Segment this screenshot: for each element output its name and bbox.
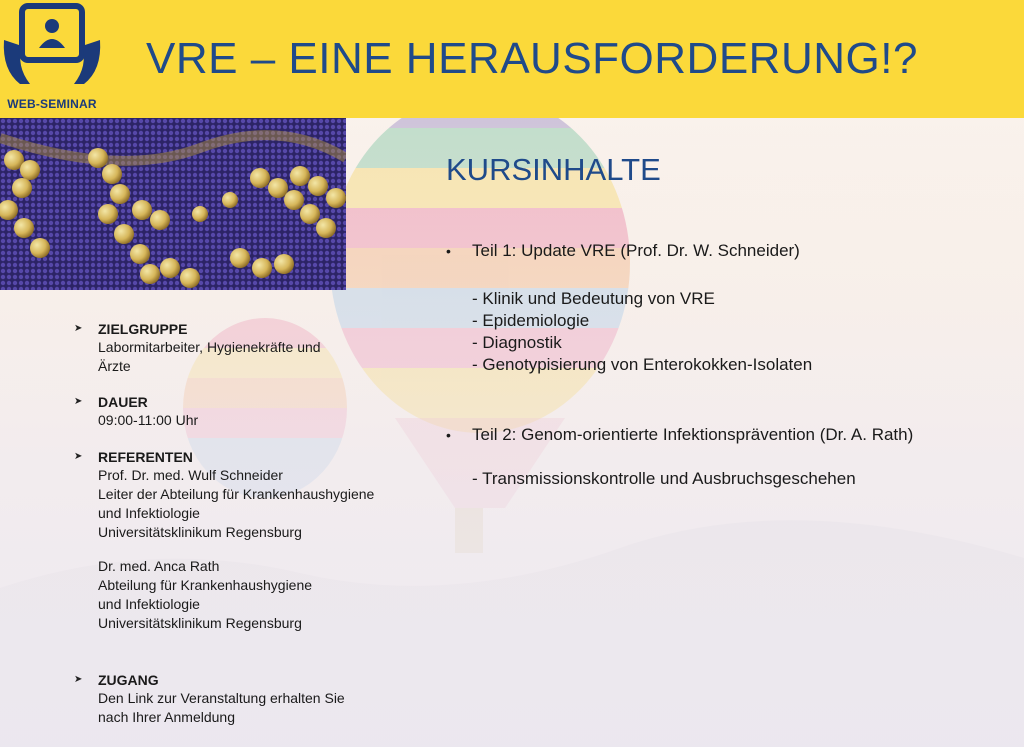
header-bar <box>0 0 1024 118</box>
section-zielgruppe <box>74 320 434 376</box>
section-line: Universitätsklinikum Regensburg <box>98 615 302 631</box>
list-item: - Klinik und Bedeutung von VRE <box>472 289 715 308</box>
section-line: und Infektiologie <box>98 596 200 612</box>
section-line: Labormitarbeiter, Hygienekräfte und <box>98 339 321 355</box>
page-title: VRE – EINE HERAUSFORDERUNG!? <box>146 34 918 83</box>
section-heading: DAUER <box>98 394 148 410</box>
section-referenten <box>74 448 434 633</box>
part-2-title-text: Teil 2: Genom-orientierte Infektionsprävention (Dr. A. Rath) <box>472 425 914 444</box>
section-line: Den Link zur Veranstaltung erhalten Sie <box>98 690 345 706</box>
section-line: 09:00-11:00 Uhr <box>98 412 199 428</box>
section-zugang <box>74 671 434 727</box>
section-line: Prof. Dr. med. Wulf Schneider <box>98 467 283 483</box>
section-line <box>98 542 434 557</box>
section-line: und Infektiologie <box>98 505 200 521</box>
bacteria-image <box>0 118 346 290</box>
part-1-title <box>446 240 1016 262</box>
section-line: nach Ihrer Anmeldung <box>98 709 235 725</box>
section-line: Ärzte <box>98 358 131 374</box>
arrow-bullet-icon: ➤ <box>74 451 83 462</box>
list-item: - Genotypisierung von Enterokokken-Isolaten <box>472 355 813 374</box>
list-item: - Transmissionskontrolle und Ausbruchsgeschehen <box>472 469 856 488</box>
section-line: Dr. med. Anca Rath <box>98 558 220 574</box>
section-dauer <box>74 393 434 430</box>
section-line: Universitätsklinikum Regensburg <box>98 524 302 540</box>
section-line: Leiter der Abteilung für Krankenhaushygiene <box>98 486 375 502</box>
list-item: - Diagnostik <box>472 333 562 352</box>
section-heading: ZUGANG <box>98 672 159 688</box>
part-1-title-text: Teil 1: Update VRE (Prof. Dr. W. Schneider) <box>472 241 800 260</box>
info-column <box>74 320 434 727</box>
bullet-dot-icon: • <box>446 427 451 443</box>
web-seminar-logo <box>0 0 104 118</box>
section-heading: REFERENTEN <box>98 449 193 465</box>
list-item: - Epidemiologie <box>472 311 590 330</box>
presenter-screen-icon <box>0 0 104 96</box>
bullet-dot-icon: • <box>446 243 451 259</box>
logo-label: WEB-SEMINAR <box>7 97 97 111</box>
section-line: Abteilung für Krankenhaushygiene <box>98 577 313 593</box>
section-heading: ZIELGRUPPE <box>98 321 188 337</box>
arrow-bullet-icon: ➤ <box>74 396 83 407</box>
course-content-heading: KURSINHALTE <box>446 152 661 187</box>
arrow-bullet-icon: ➤ <box>74 323 83 334</box>
part-2-title <box>446 424 1016 446</box>
arrow-bullet-icon: ➤ <box>74 674 83 685</box>
course-content-list <box>446 240 1016 490</box>
